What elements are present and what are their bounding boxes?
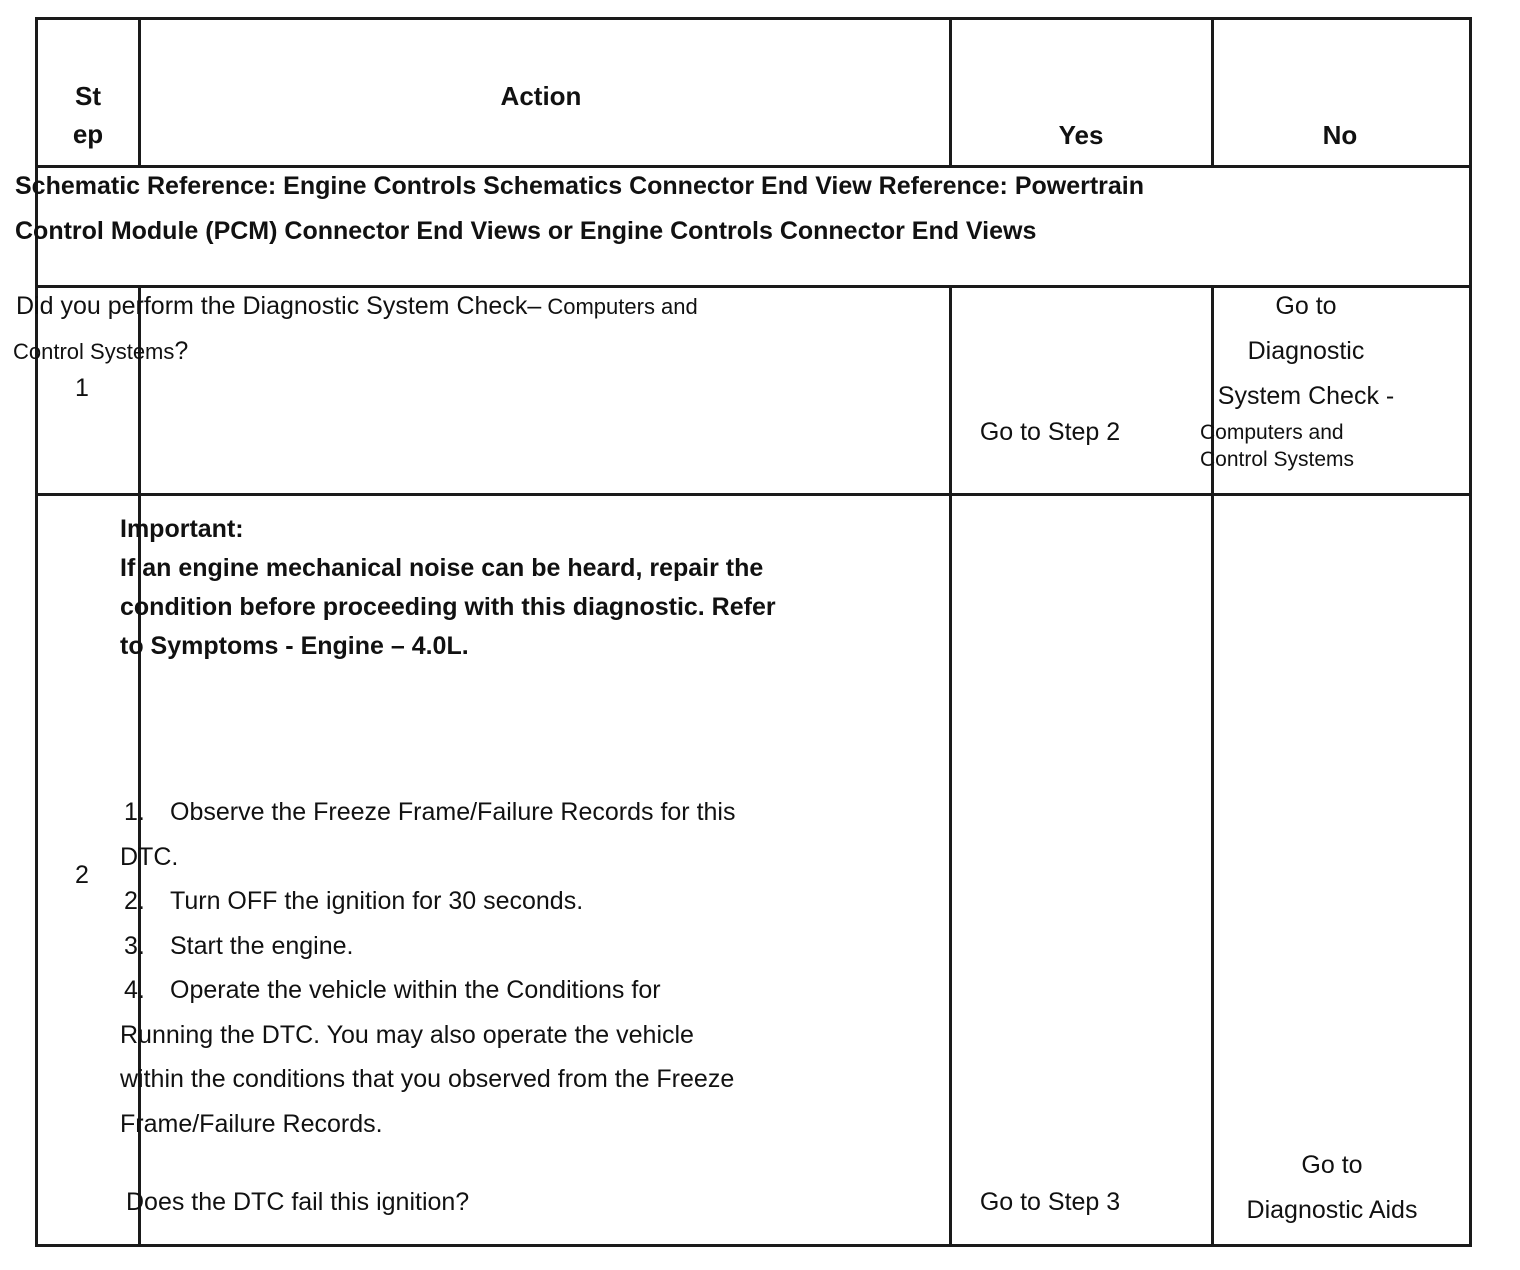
list-item: 2. Turn OFF the ignition for 30 seconds. bbox=[124, 887, 584, 915]
list-item: 1. Observe the Freeze Frame/Failure Records for this bbox=[124, 798, 736, 826]
step-number: 2 bbox=[75, 861, 89, 889]
schematic-reference: Schematic Reference: Engine Controls Schematics Connector End View Reference: Powertrain Control Module (PCM) Connector End Views or Engine Controls Connector End Views bbox=[15, 172, 1145, 245]
step-1-action: Did you perform the Diagnostic System Check– Computers and Control Systems? bbox=[13, 292, 698, 365]
header-action-cell bbox=[141, 20, 952, 165]
list-item: 3. Start the engine. bbox=[124, 931, 354, 960]
header-no: No bbox=[1322, 120, 1358, 150]
header-no-cell bbox=[1214, 20, 1469, 165]
header-yes-cell bbox=[952, 20, 1214, 165]
header-step-cell bbox=[38, 20, 141, 165]
header-yes: Yes bbox=[1058, 120, 1104, 150]
list-item: 4. Operate the vehicle within the Conditions for bbox=[124, 976, 661, 1004]
important-note: Important: If an engine mechanical noise can be heard, repair the condition before proceeding with this diagnostic. Refer to Symptoms - Engine – 4.0L. bbox=[120, 515, 776, 660]
header-step: St ep bbox=[72, 81, 104, 149]
list-item-continuation: Running the DTC. You may also operate the vehicle bbox=[120, 1020, 694, 1049]
header-action: Action bbox=[500, 81, 582, 111]
header-row bbox=[38, 20, 1469, 168]
list-item-continuation: within the conditions that you observed from the Freeze bbox=[120, 1065, 735, 1093]
step-1-yes: Go to Step 2 bbox=[979, 418, 1121, 446]
step-1-no: Go to Diagnostic System Check - Computers and Control Systems bbox=[1200, 292, 1395, 471]
step-number: 1 bbox=[75, 374, 89, 402]
list-item-continuation: Frame/Failure Records. bbox=[120, 1109, 383, 1138]
step-2-no: Go to Diagnostic Aids bbox=[1246, 1151, 1418, 1224]
step-2-question: Does the DTC fail this ignition? bbox=[126, 1188, 470, 1216]
step-2-yes: Go to Step 3 bbox=[979, 1188, 1121, 1216]
procedure-list bbox=[120, 790, 840, 1146]
list-item-continuation: DTC. bbox=[120, 842, 179, 871]
